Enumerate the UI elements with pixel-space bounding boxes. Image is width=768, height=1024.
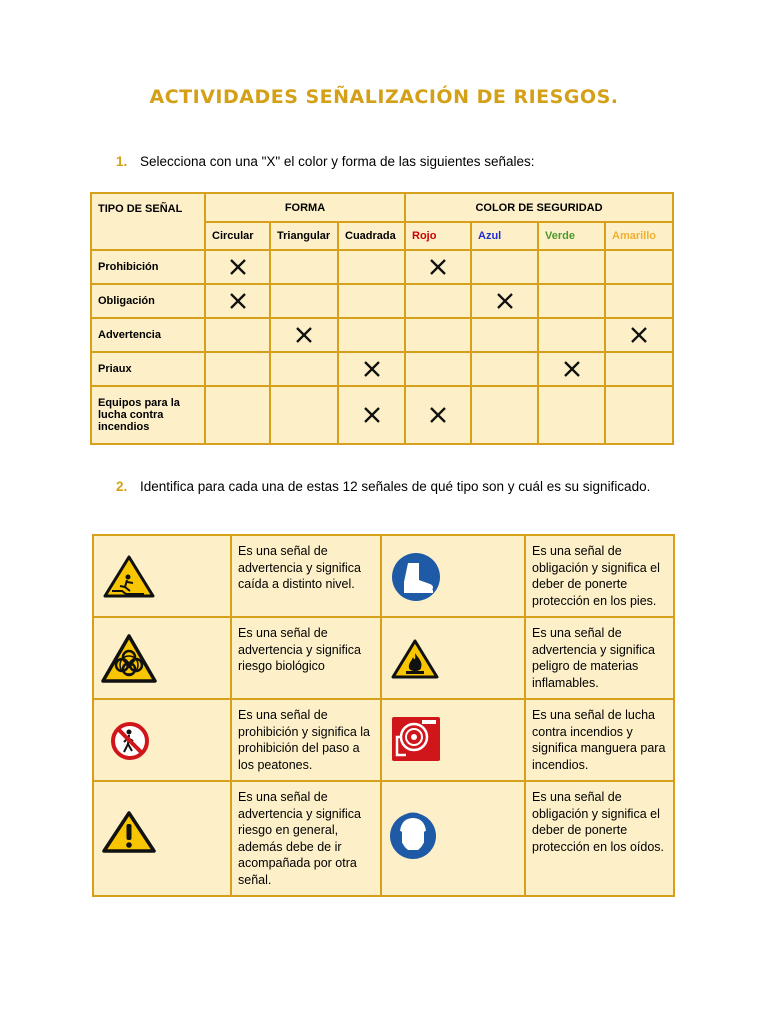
x-mark-icon: [212, 291, 263, 311]
mark-cell[interactable]: [270, 386, 338, 444]
mark-cell[interactable]: [605, 386, 673, 444]
col-forma-cuadrada: Cuadrada: [338, 222, 405, 250]
row-label-prohibicion: Prohibición: [91, 250, 205, 284]
mark-cell[interactable]: [471, 284, 538, 318]
x-mark-icon: [345, 359, 398, 379]
signal-description: Es una señal de obligación y significa el deber de ponerte protección en los pies.: [525, 535, 674, 617]
mark-cell[interactable]: [405, 318, 471, 352]
col-color-rojo: Rojo: [405, 222, 471, 250]
x-mark-icon: [212, 257, 263, 277]
mark-cell[interactable]: [471, 352, 538, 386]
table-row: [91, 284, 673, 318]
mark-cell[interactable]: [405, 250, 471, 284]
mark-cell[interactable]: [205, 250, 270, 284]
header-color: COLOR DE SEGURIDAD: [405, 193, 673, 222]
mark-cell[interactable]: [270, 318, 338, 352]
mark-cell[interactable]: [471, 386, 538, 444]
table-row: [91, 250, 673, 284]
signal-description: Es una señal de advertencia y significa riesgo biológico: [231, 617, 381, 699]
mark-cell[interactable]: [338, 352, 405, 386]
row-label-priaux: Priaux: [91, 352, 205, 386]
table-row: [91, 352, 673, 386]
table-row: [91, 318, 673, 352]
mark-cell[interactable]: [405, 352, 471, 386]
signal-description: Es una señal de advertencia y significa caída a distinto nivel.: [231, 535, 381, 617]
signal-classification-table: [90, 192, 674, 445]
mark-cell[interactable]: [538, 386, 605, 444]
header-tipo: TIPO DE SEÑAL: [91, 193, 205, 250]
mark-cell[interactable]: [338, 250, 405, 284]
general-danger-icon: [93, 781, 231, 896]
x-mark-icon: [545, 359, 598, 379]
signal-meaning-table: [92, 534, 675, 897]
mark-cell[interactable]: [471, 318, 538, 352]
table-row: [93, 781, 674, 896]
biohazard-icon: [93, 617, 231, 699]
mark-cell[interactable]: [205, 352, 270, 386]
mark-cell[interactable]: [538, 318, 605, 352]
col-color-amarillo: Amarillo: [605, 222, 673, 250]
col-forma-circular: Circular: [205, 222, 270, 250]
mark-cell[interactable]: [205, 386, 270, 444]
mark-cell[interactable]: [270, 352, 338, 386]
safety-boot-icon: [381, 535, 525, 617]
mark-cell[interactable]: [471, 250, 538, 284]
signal-description: Es una señal de advertencia y significa peligro de materias inflamables.: [525, 617, 674, 699]
row-label-advertencia: Advertencia: [91, 318, 205, 352]
signal-description: Es una señal de advertencia y significa riesgo en general, además debe de ir acompañada por otra señal.: [231, 781, 381, 896]
table-row: [91, 386, 673, 444]
mark-cell[interactable]: [605, 318, 673, 352]
header-forma: FORMA: [205, 193, 405, 222]
mark-cell[interactable]: [538, 250, 605, 284]
x-mark-icon: [478, 291, 531, 311]
page-title: ACTIVIDADES SEÑALIZACIÓN DE RIESGOS.: [149, 86, 619, 108]
row-label-equipos-para-la-lucha-contra-incendios: Equipos para la lucha contra incendios: [91, 386, 205, 444]
x-mark-icon: [345, 405, 398, 425]
mark-cell[interactable]: [605, 250, 673, 284]
mark-cell[interactable]: [338, 318, 405, 352]
question-1-text: Selecciona con una "X" el color y forma de las siguientes señales:: [140, 154, 535, 169]
mark-cell[interactable]: [270, 284, 338, 318]
question-2-text: Identifica para cada una de estas 12 señales de qué tipo son y cuál es su significado.: [140, 479, 651, 494]
fire-hose-icon: [381, 699, 525, 781]
mark-cell[interactable]: [538, 352, 605, 386]
question-2: [116, 479, 650, 494]
mark-cell[interactable]: [405, 284, 471, 318]
falling-warning-icon: [93, 535, 231, 617]
mark-cell[interactable]: [270, 250, 338, 284]
signal-description: Es una señal de obligación y significa el deber de ponerte protección en los oídos.: [525, 781, 674, 896]
signal-description: Es una señal de prohibición y significa la prohibición del paso a los peatones.: [231, 699, 381, 781]
table-row: [93, 535, 674, 617]
signal-description: Es una señal de lucha contra incendios y significa manguera para incendios.: [525, 699, 674, 781]
x-mark-icon: [412, 405, 464, 425]
col-color-verde: Verde: [538, 222, 605, 250]
question-2-number: 2.: [116, 479, 128, 494]
question-1: [116, 154, 535, 169]
question-1-number: 1.: [116, 154, 128, 169]
mark-cell[interactable]: [338, 386, 405, 444]
mark-cell[interactable]: [605, 284, 673, 318]
ear-protection-icon: [381, 781, 525, 896]
x-mark-icon: [277, 325, 331, 345]
mark-cell[interactable]: [338, 284, 405, 318]
col-forma-triangular: Triangular: [270, 222, 338, 250]
x-mark-icon: [612, 325, 666, 345]
table-row: [93, 699, 674, 781]
col-color-azul: Azul: [471, 222, 538, 250]
mark-cell[interactable]: [205, 284, 270, 318]
no-pedestrians-icon: [93, 699, 231, 781]
flammable-icon: [381, 617, 525, 699]
row-label-obligacion: Obligación: [91, 284, 205, 318]
mark-cell[interactable]: [405, 386, 471, 444]
mark-cell[interactable]: [605, 352, 673, 386]
x-mark-icon: [412, 257, 464, 277]
mark-cell[interactable]: [205, 318, 270, 352]
table-row: [93, 617, 674, 699]
mark-cell[interactable]: [538, 284, 605, 318]
